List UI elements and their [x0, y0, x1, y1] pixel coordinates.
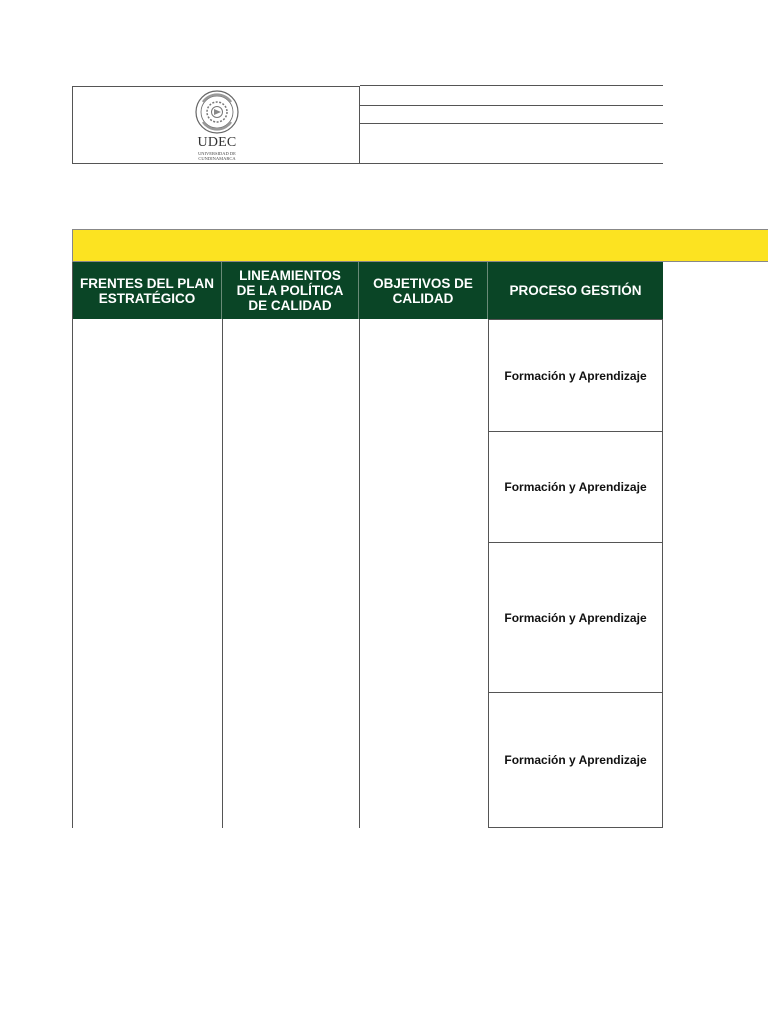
seal-icon: [195, 90, 239, 134]
logo-brand-text: UDEC: [197, 135, 237, 150]
process-label: Formación y Aprendizaje: [504, 610, 647, 625]
header-rule-1: [360, 105, 663, 106]
process-label: Formación y Aprendizaje: [504, 368, 647, 383]
process-cell: [488, 692, 663, 828]
column-header-proceso: [488, 262, 663, 319]
logo-sub-text: UNIVERSIDAD DE CUNDINAMARCA: [198, 151, 236, 161]
column-divider: [72, 319, 73, 828]
column-header-label: LINEAMIENTOS DE LA POLÍTICA DE CALIDAD: [236, 268, 344, 313]
process-cell: [488, 319, 663, 432]
process-label: Formación y Aprendizaje: [504, 480, 647, 494]
column-divider: [222, 319, 223, 828]
university-logo: [192, 90, 242, 164]
column-divider: [359, 319, 360, 828]
column-header-objetivos: [359, 262, 488, 319]
header-bottom-rule: [360, 163, 663, 164]
header-rule-2: [360, 123, 663, 124]
column-header-lineamientos: [222, 262, 359, 319]
header-top-rule: [360, 85, 663, 86]
column-header-label: FRENTES DEL PLAN ESTRATÉGICO: [79, 275, 214, 306]
column-header-label: PROCESO GESTIÓN: [509, 283, 642, 298]
process-cell: [488, 542, 663, 693]
column-header-frentes: [72, 262, 222, 319]
header-info-cell: [359, 86, 663, 164]
title-band: [72, 229, 768, 262]
column-header-label: OBJETIVOS DE CALIDAD: [373, 275, 473, 306]
process-label: Formación y Aprendizaje: [504, 753, 647, 767]
process-cell: [488, 431, 663, 543]
